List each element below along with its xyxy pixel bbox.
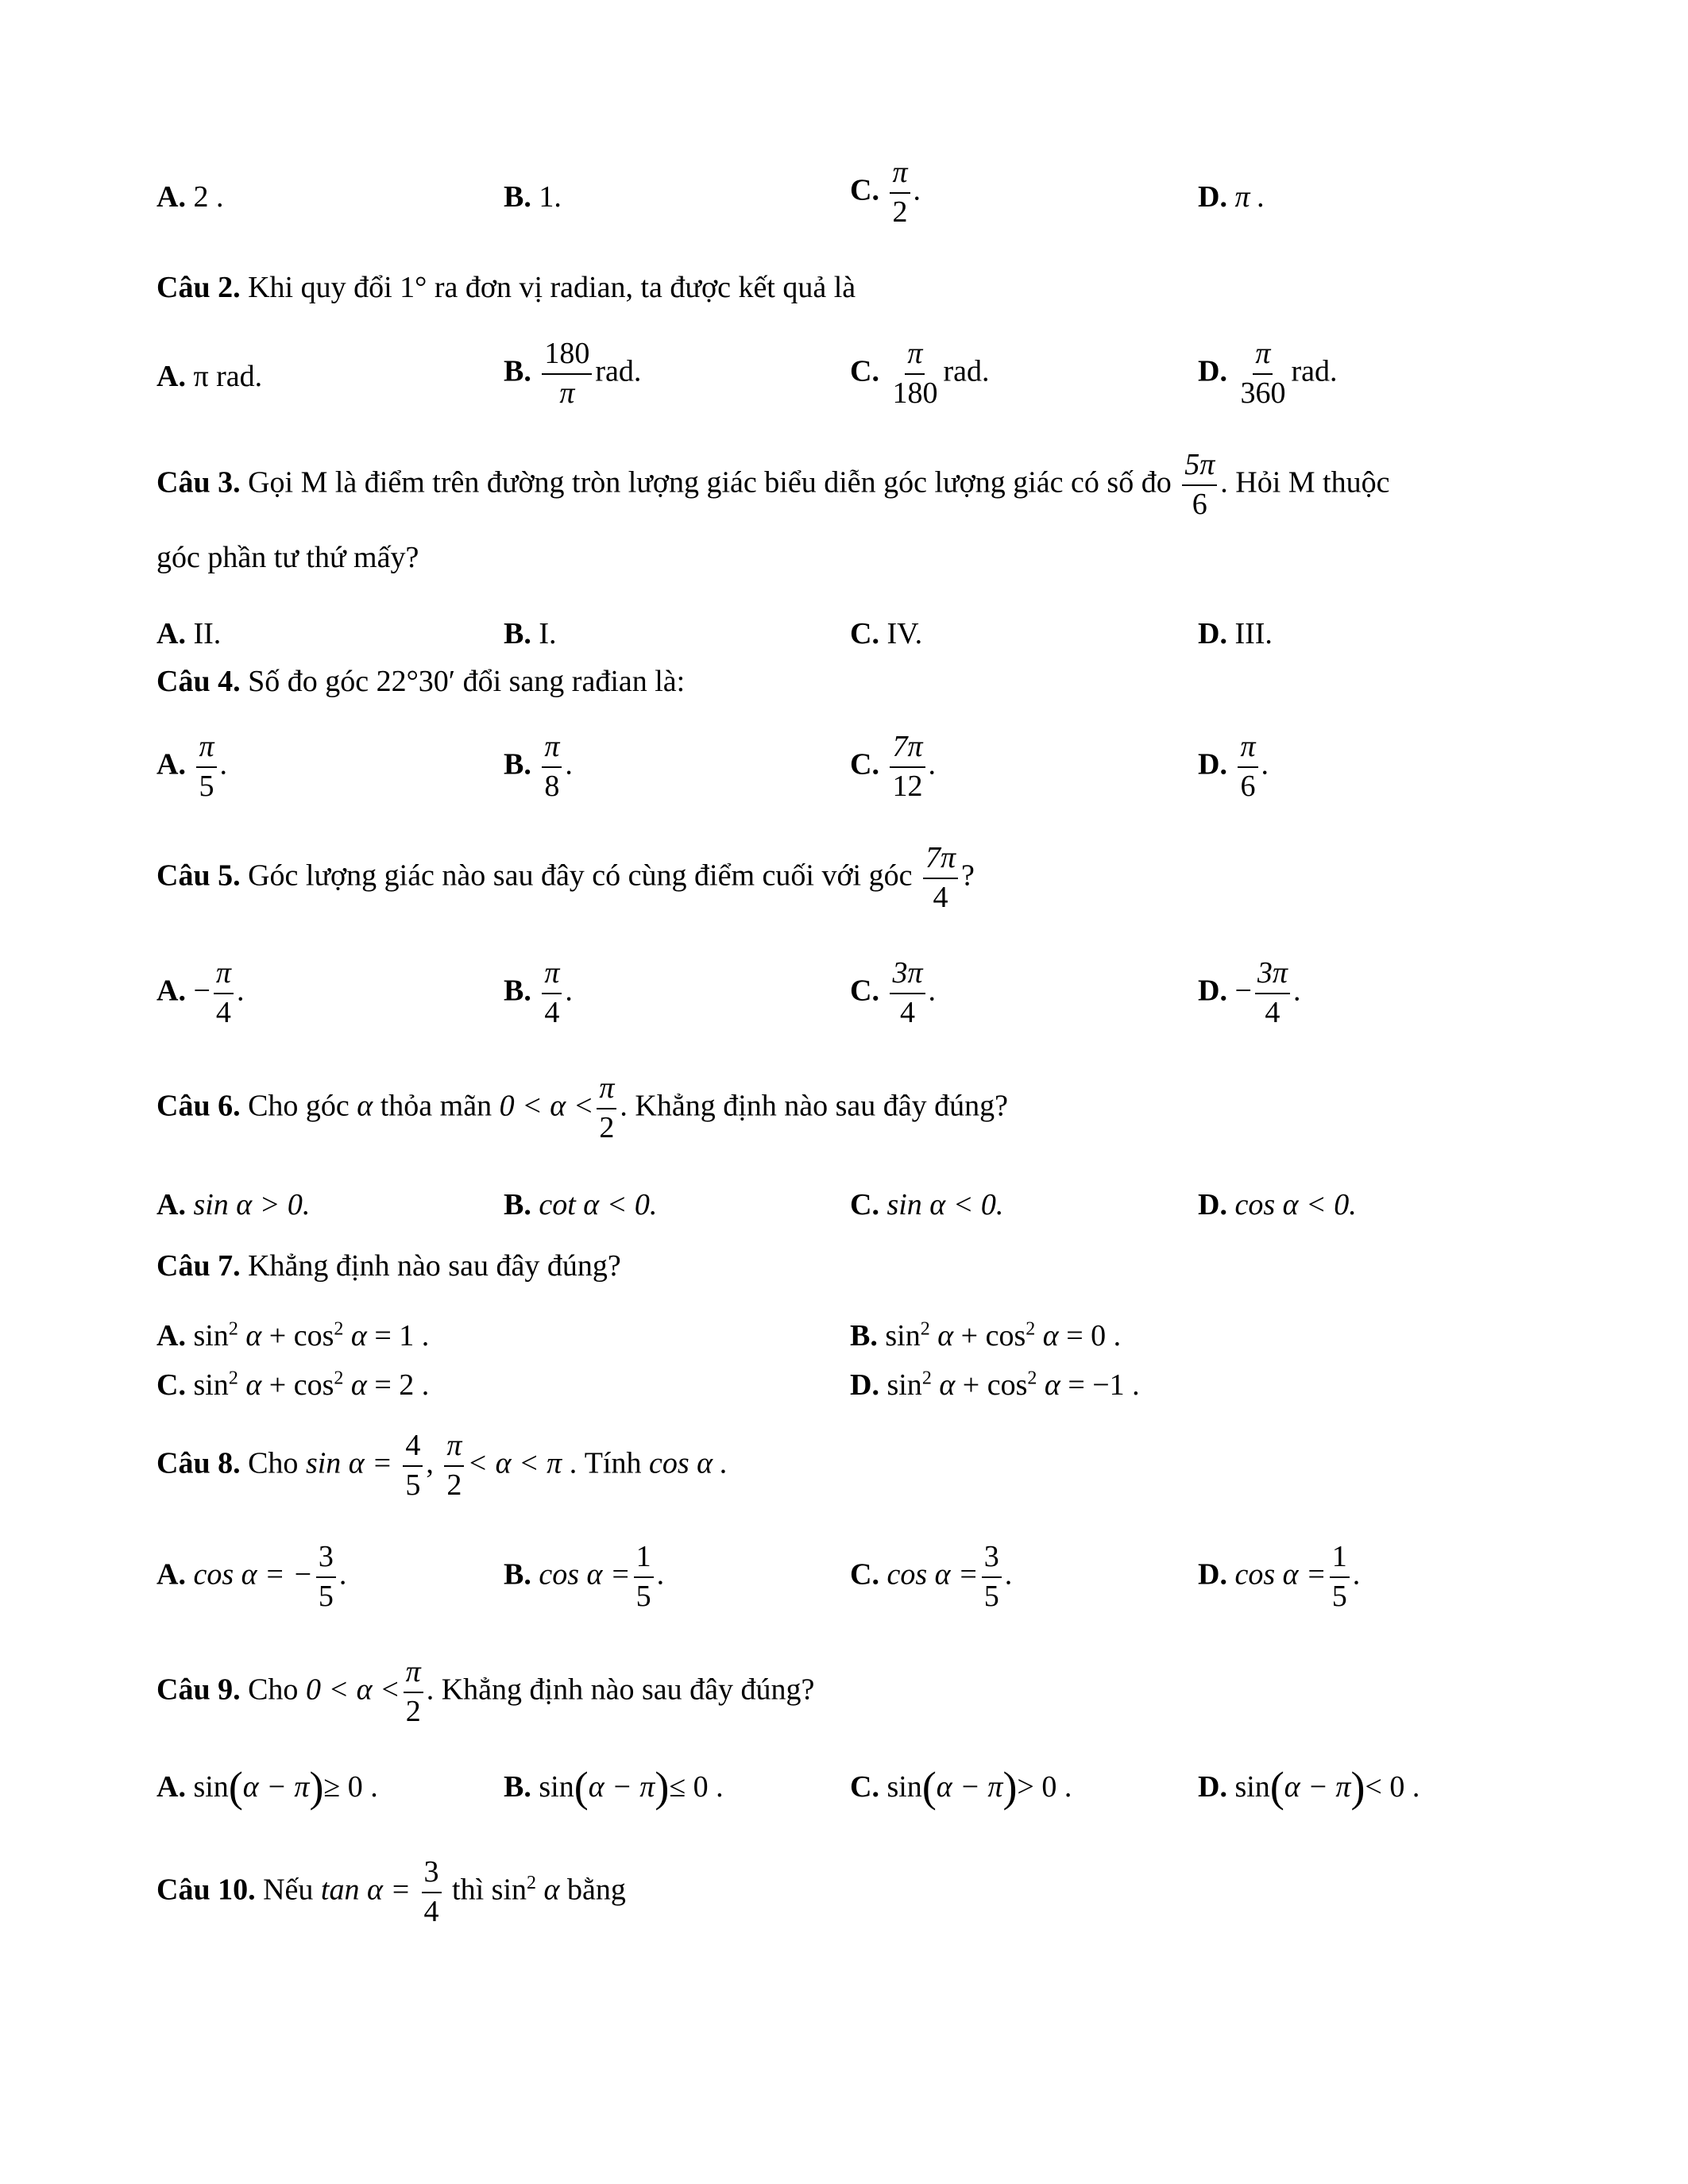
fraction: $\frac{4}{5}$: [403, 1430, 423, 1503]
question-3: Câu 3. Gọi M là điểm trên đường tròn lượng giác biểu diễn góc lượng giác có số đo $\frac{5\pi}{6}$ . Hỏi M thuộc: [156, 448, 1390, 521]
fraction: $\frac{\pi}{4}$: [542, 957, 562, 1030]
q2-option-a: A. π rad.: [156, 360, 263, 393]
fraction: $\frac{180}{\pi}$: [542, 338, 592, 411]
question-6: Câu 6. Cho góc α thỏa mãn 0 < α < $\frac{\pi}{2}$ . Khẳng định nào sau đây đúng?: [156, 1071, 1009, 1144]
q8-option-c: C. cos α = $\frac{3}{5}$ .: [850, 1540, 1013, 1613]
fraction: $\frac{1}{5}$: [634, 1541, 654, 1614]
fraction: $\frac{\pi}{4}$: [214, 957, 234, 1030]
q1-option-d: D. π .: [1198, 180, 1265, 214]
q9-option-b: B. sin(α − π)≤ 0 .: [504, 1763, 724, 1811]
question-9: Câu 9. Cho 0 < α < $\frac{\pi}{2}$ . Khẳng định nào sau đây đúng?: [156, 1655, 815, 1728]
fraction: $\frac{\pi}{5}$: [196, 731, 216, 804]
q9-option-a: A. sin(α − π)≥ 0 .: [156, 1763, 378, 1811]
fraction: $\frac{7\pi}{4}$: [923, 842, 958, 915]
fraction: $\frac{3\pi}{4}$: [1255, 957, 1290, 1030]
q6-option-c: C. sin α < 0.: [850, 1188, 1004, 1221]
q4-option-a: A. $\frac{\pi}{5}$ .: [156, 730, 227, 803]
fraction: $\frac{3\pi}{4}$: [890, 957, 925, 1030]
question-4: Câu 4. Số đo góc 22°30′ đổi sang rađian là:: [156, 665, 686, 698]
q7-option-a: A. $\sin^2 \alpha + \cos^2 \alpha = 1$ .: [156, 1318, 430, 1352]
question-5: Câu 5. Góc lượng giác nào sau đây có cùng điểm cuối với góc $\frac{7\pi}{4}$ ?: [156, 841, 975, 914]
q5-option-a: A. − $\frac{\pi}{4}$ .: [156, 956, 245, 1029]
q4-option-d: D. $\frac{\pi}{6}$ .: [1198, 730, 1269, 803]
q6-option-b: B. cot α < 0.: [504, 1188, 658, 1221]
fraction: $\frac{\pi}{8}$: [542, 731, 562, 804]
q2-option-b: B. $\frac{180}{\pi}$ rad.: [504, 337, 642, 410]
question-2: Câu 2. Khi quy đổi 1° ra đơn vị radian, ta được kết quả là: [156, 271, 856, 304]
q3-option-d: D. III.: [1198, 617, 1273, 650]
q2-option-c: C. $\frac{\pi}{180}$ rad.: [850, 337, 990, 410]
fraction: $\frac{\pi}{180}$: [892, 337, 938, 410]
q7-option-d: D. $\sin^2 \alpha + \cos^2 \alpha = -1$ .: [850, 1368, 1140, 1402]
q6-option-a: A. sin α > 0.: [156, 1188, 311, 1221]
question-7: Câu 7. Khẳng định nào sau đây đúng?: [156, 1249, 621, 1283]
q5-option-d: D. − $\frac{3\pi}{4}$ .: [1198, 956, 1301, 1029]
fraction: $\frac{3}{5}$: [982, 1541, 1002, 1614]
fraction: $\frac{1}{5}$: [1330, 1541, 1350, 1614]
fraction: $\frac{\pi}{6}$: [1238, 731, 1257, 804]
q8-option-a: A. cos α = − $\frac{3}{5}$ .: [156, 1540, 347, 1613]
fraction: $\frac{\pi}{2}$: [404, 1656, 423, 1729]
q4-option-b: B. $\frac{\pi}{8}$ .: [504, 730, 573, 803]
q8-option-d: D. cos α = $\frac{1}{5}$ .: [1198, 1540, 1361, 1613]
fraction: $\frac{\pi}{2}$: [597, 1072, 616, 1145]
fraction: $\frac{\pi}{2}$: [444, 1430, 464, 1503]
question-10: Câu 10. Nếu tan α = $\frac{3}{4}$ thì $\sin^2 \alpha$ bằng: [156, 1855, 626, 1928]
fraction: $\frac{7\pi}{12}$: [890, 731, 925, 804]
q3-option-b: B. I.: [504, 617, 557, 650]
fraction: $\frac{3}{4}$: [422, 1856, 442, 1929]
q5-option-c: C. $\frac{3\pi}{4}$ .: [850, 956, 936, 1029]
q1-option-a: A. 2 .: [156, 180, 224, 214]
q6-option-d: D. cos α < 0.: [1198, 1188, 1357, 1221]
fraction: $\frac{5\pi}{6}$: [1182, 449, 1217, 522]
fraction: $\frac{\pi}{2}$: [890, 156, 910, 230]
q4-option-c: C. $\frac{7\pi}{12}$ .: [850, 730, 936, 803]
question-3-line-2: góc phần tư thứ mấy?: [156, 541, 419, 574]
q7-option-b: B. $\sin^2 \alpha + \cos^2 \alpha = 0$ .: [850, 1318, 1122, 1352]
q9-option-c: C. sin(α − π)> 0 .: [850, 1763, 1072, 1811]
q1-option-c: C. $\frac{\pi}{2}$ .: [850, 156, 921, 229]
q9-option-d: D. sin(α − π)< 0 .: [1198, 1763, 1420, 1811]
q7-option-c: C. $\sin^2 \alpha + \cos^2 \alpha = 2$ .: [156, 1368, 430, 1402]
q1-option-b: B. 1.: [504, 180, 562, 214]
q2-option-d: D. $\frac{\pi}{360}$ rad.: [1198, 337, 1338, 410]
q5-option-b: B. $\frac{\pi}{4}$ .: [504, 956, 573, 1029]
q8-option-b: B. cos α = $\frac{1}{5}$ .: [504, 1540, 665, 1613]
question-8: Câu 8. Cho sin α = $\frac{4}{5}$ , $\frac{\pi}{2}$ < α < π . Tính cos α .: [156, 1429, 728, 1502]
q3-option-a: A. II.: [156, 617, 222, 650]
q3-option-c: C. IV.: [850, 617, 923, 650]
fraction: $\frac{\pi}{360}$: [1240, 337, 1286, 410]
fraction: $\frac{3}{5}$: [316, 1541, 336, 1614]
